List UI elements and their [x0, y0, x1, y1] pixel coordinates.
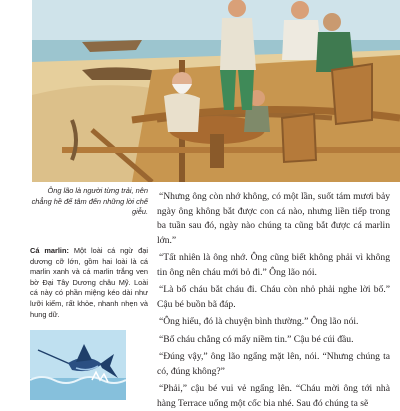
story-paragraph: “Phải,” cậu bé vui vẻ ngẩng lên. “Cháu mời ông tới nhà hàng Terrace uống một cốc bia nhé. Sau đó chúng ta sẽ [157, 383, 390, 409]
story-paragraph: “Là bố cháu bắt cháu đi. Cháu còn nhỏ phải nghe lời bố.” Cậu bé buồn bã đáp. [157, 284, 390, 310]
story-paragraph: “Tất nhiên là ông nhớ. Ông cũng biết không phải vì không tin ông nên cháu mới bỏ đi.” Ông lão nói. [157, 252, 390, 278]
story-paragraph: “Đúng vậy,” ông lão ngẩng mặt lên, nói. “Nhưng chúng ta có, đúng không?” [157, 351, 390, 377]
story-paragraph: “Nhưng ông còn nhớ không, có một lần, suốt tám mươi bảy ngày ông không bắt được con cá nào, nhưng liền tiếp trong ba tuần sau đó, ngày nào chúng ta cũng bắt được cá marlin lớn.” [157, 191, 390, 246]
story-paragraph: “Ông hiểu, đó là chuyện bình thường.” Ông lão nói. [159, 316, 359, 327]
definition-term: Cá marlin: [30, 246, 69, 255]
definition-text: Một loài cá ngừ đại dương cỡ lớn, gồm hai loài là cá marlin xanh và cá marlin trắng ven bờ Đại Tây Dương châu Mỹ. Loài cá này có phần miệng kéo dài như lưỡi kiếm, rất khỏe, nhanh nhẹn và hung dữ. [30, 246, 148, 319]
marlin-illustration [30, 330, 126, 400]
story-paragraph: “Bố cháu chẳng có mấy niềm tin.” Cậu bé cúi đầu. [159, 333, 354, 345]
story-text [157, 190, 390, 411]
illustration-caption: Ông lão là người từng trải, nên chẳng hề để tâm đến những lời chế giễu. [31, 186, 148, 217]
story-illustration [32, 0, 400, 182]
marlin-definition [30, 246, 148, 320]
